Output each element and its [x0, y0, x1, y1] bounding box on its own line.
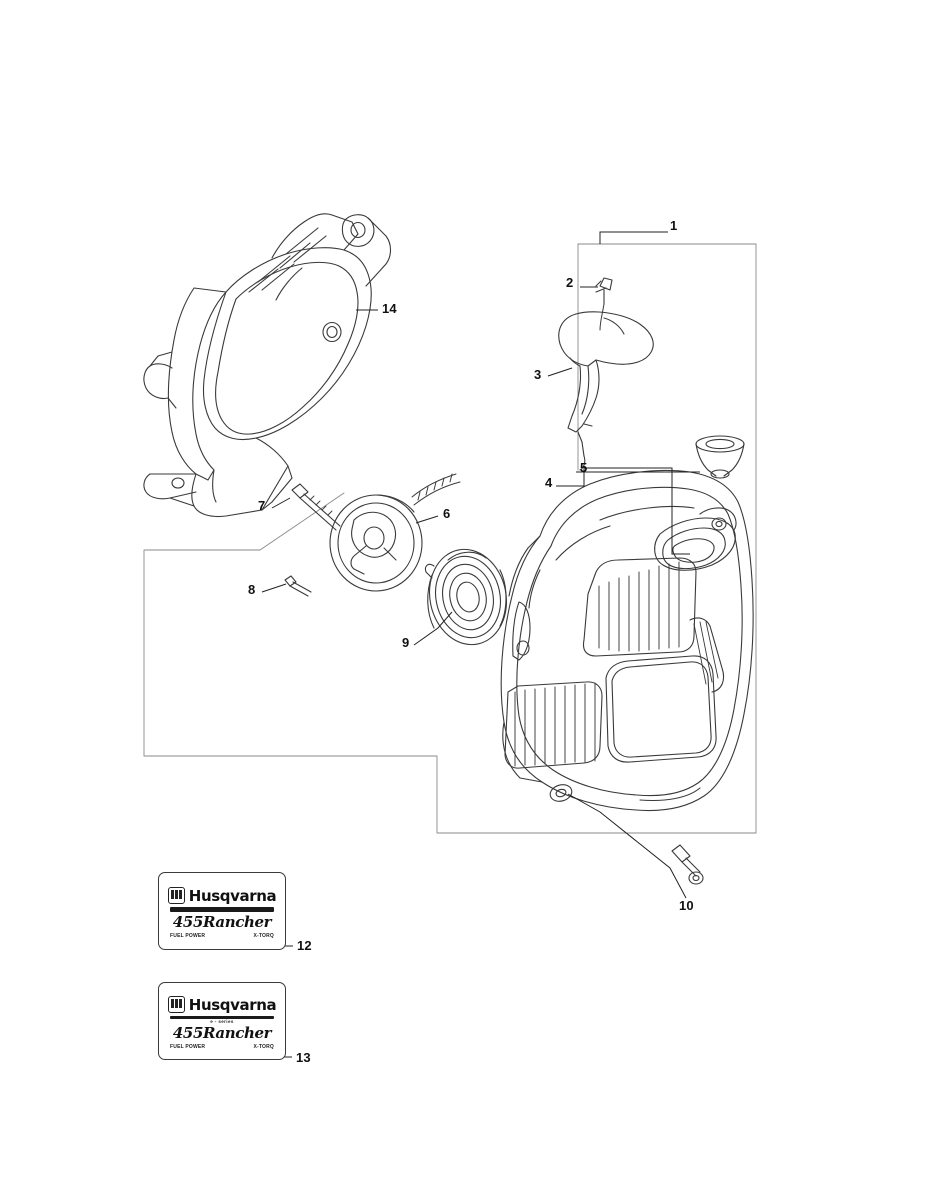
- callout-5: 5: [580, 460, 588, 475]
- part-3-starter-handle: [559, 304, 653, 470]
- callout-7: 7: [258, 498, 266, 513]
- callout-12: 12: [297, 938, 312, 953]
- group-boundary-1: [144, 244, 756, 833]
- decal-brand-text: Husqvarna: [188, 995, 277, 1014]
- decal-brand-text: Husqvarna: [188, 886, 277, 905]
- decal-model-number: 455: [172, 912, 203, 931]
- decal-455-rancher: [158, 872, 286, 950]
- decal-footer: [170, 933, 274, 939]
- decal-footer-right: X-TORQ: [253, 932, 274, 939]
- decal-model-text: [173, 1024, 271, 1042]
- decal-footer-right: X-TORQ: [253, 1043, 274, 1050]
- part-5-grommet: [696, 436, 744, 478]
- part-6-starter-pulley: [330, 474, 460, 591]
- leader-1: [600, 232, 668, 244]
- callout-4: 4: [545, 475, 553, 490]
- part-10-screw: [672, 845, 703, 884]
- decal-footer: [170, 1044, 274, 1050]
- leader-9: [414, 612, 452, 645]
- leader-6: [416, 516, 438, 523]
- husqvarna-crown-icon: [168, 996, 185, 1013]
- callout-3: 3: [534, 367, 542, 382]
- callout-10: 10: [679, 898, 694, 913]
- callout-14: 14: [382, 301, 397, 316]
- leader-8: [262, 584, 286, 592]
- decal-model-name: Rancher: [203, 1023, 272, 1042]
- decal-model-number: 455: [172, 1023, 203, 1042]
- decal-accent-bar: [170, 907, 274, 912]
- decal-model-text: [173, 913, 271, 931]
- leader-lines: [262, 232, 700, 1057]
- decal-brand-row: [168, 996, 276, 1014]
- decal-sub-line: e - series: [210, 1018, 234, 1024]
- decal-footer-left: FUEL POWER: [170, 932, 206, 939]
- callout-8: 8: [248, 582, 256, 597]
- part-8-screw-small: [285, 576, 311, 596]
- decal-brand-row: [168, 887, 276, 905]
- decal-model-name: Rancher: [203, 912, 272, 931]
- callout-6: 6: [443, 506, 451, 521]
- callout-13: 13: [296, 1050, 311, 1065]
- leader-3: [548, 368, 572, 376]
- decal-455-rancher-e-series: [158, 982, 286, 1060]
- husqvarna-crown-icon: [168, 887, 185, 904]
- callout-2: 2: [566, 275, 574, 290]
- callout-9: 9: [402, 635, 410, 650]
- part-9-recoil-spring: [421, 542, 515, 652]
- part-4-starter-cover: [501, 471, 753, 811]
- part-2-rope-clip: [596, 278, 612, 304]
- part-14-clutch-cover: [144, 214, 391, 517]
- decal-footer-left: FUEL POWER: [170, 1043, 206, 1050]
- callout-1: 1: [670, 218, 678, 233]
